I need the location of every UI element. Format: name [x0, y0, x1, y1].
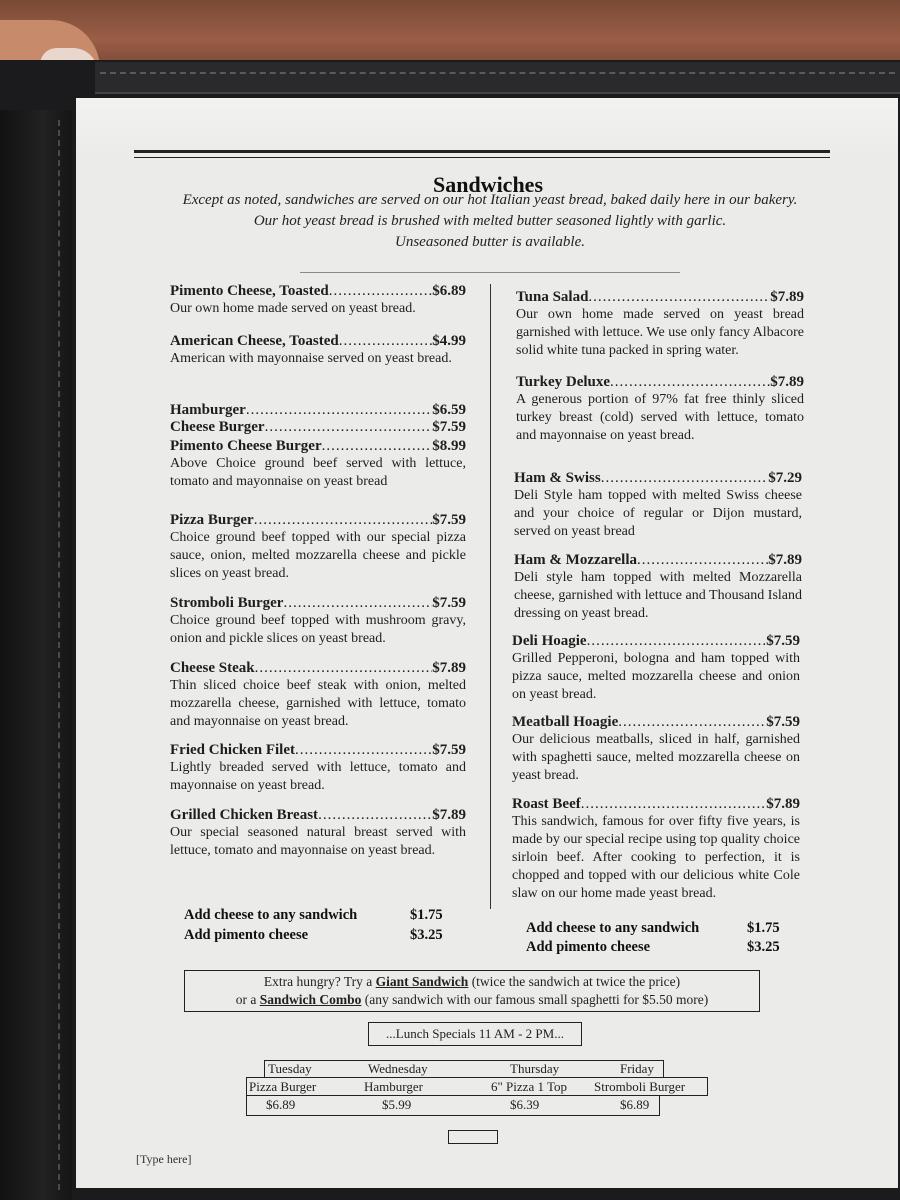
binder-top-edge — [95, 62, 900, 94]
special-price: $6.39 — [510, 1097, 540, 1112]
intro-divider — [300, 272, 680, 273]
addon-label: Add cheese to any sandwich — [526, 920, 700, 936]
item-price: $7.59 — [432, 419, 466, 435]
menu-item — [170, 741, 466, 795]
extra-text: (twice the sandwich at twice the price) — [468, 974, 681, 989]
menu-item — [170, 437, 466, 491]
item-price: $7.89 — [770, 289, 804, 305]
item-description: American with mayonnaise served on yeast bread. — [170, 351, 452, 366]
item-name: Turkey Deluxe — [516, 374, 611, 390]
item-description: Our delicious meatballs, sliced in half, garnished with spaghetti sauce, melted mozzarella cheese on yeast bread. — [512, 732, 800, 783]
item-price: $7.59 — [432, 595, 466, 611]
special-price: $5.99 — [382, 1097, 412, 1112]
item-description: Above Choice ground beef served with lettuce, tomato and mayonnaise on yeast bread — [170, 456, 466, 489]
header-rule-thick — [134, 150, 830, 153]
item-description: Our own home made served on yeast bread garnished with lettuce. We use only fancy Albacore solid white tuna packed in spring water. — [516, 307, 804, 358]
item-name: Pimento Cheese, Toasted — [170, 283, 329, 299]
item-price: $7.59 — [766, 633, 800, 649]
addon-price: $3.25 — [747, 939, 780, 955]
addon-price: $1.75 — [410, 907, 443, 923]
item-description: Our special seasoned natural breast served with lettuce, tomato and mayonnaise on yeast bread. — [170, 825, 466, 858]
item-name: Stromboli Burger — [170, 595, 284, 611]
intro-line-1: Except as noted, sandwiches are served on our hot Italian yeast bread, baked daily here in our bakery. — [182, 192, 798, 208]
item-name: Cheese Burger — [170, 419, 265, 435]
item-name: Ham & Mozzarella — [514, 552, 638, 568]
addon-label: Add pimento cheese — [184, 927, 309, 943]
item-description: This sandwich, famous for over fifty five years, is made by our special recipe using top quality choice sirloin beef. After cooking to perfection, it is chopped and topped with our delicious white Cole slaw on our home made yeast bread. — [512, 814, 800, 901]
special-item: Hamburger — [364, 1079, 423, 1094]
special-item: Pizza Burger — [249, 1079, 317, 1094]
item-description: Grilled Pepperoni, bologna and ham topped with pizza sauce, melted mozzarella cheese and onion on yeast bread. — [512, 651, 800, 702]
menu-item — [170, 418, 466, 436]
lunch-specials-banner: ...Lunch Specials 11 AM - 2 PM... — [368, 1022, 582, 1046]
addon-label: Add pimento cheese — [526, 939, 651, 955]
addon-price: $1.75 — [747, 920, 780, 936]
extra-hungry-box — [184, 970, 760, 1012]
footer-placeholder: [Type here] — [136, 1152, 192, 1166]
binder-left-stitching — [58, 120, 60, 1190]
item-price: $6.89 — [432, 283, 466, 299]
item-description: Choice ground beef topped with mushroom gravy, onion and pickle slices on yeast bread. — [170, 613, 466, 646]
special-price: $6.89 — [266, 1097, 296, 1112]
item-description: Deli style ham topped with melted Mozzarella cheese, garnished with lettuce and Thousand Island dressing on yeast bread. — [514, 570, 802, 621]
item-name: Pizza Burger — [170, 512, 254, 528]
menu-item — [170, 401, 466, 419]
special-price: $6.89 — [620, 1097, 650, 1112]
item-name: Ham & Swiss — [514, 470, 601, 486]
item-price: $6.59 — [432, 402, 466, 418]
menu-item — [512, 713, 800, 785]
menu-item — [512, 795, 800, 903]
binder-stitching — [100, 72, 895, 74]
item-price: $7.89 — [770, 374, 804, 390]
menu-item — [170, 594, 466, 648]
plastic-glare — [76, 98, 898, 158]
special-day: Thursday — [510, 1061, 560, 1076]
menu-item — [516, 373, 804, 445]
empty-box — [448, 1130, 498, 1144]
menu-item — [170, 511, 466, 583]
extra-text: (any sandwich with our famous small spaghetti for $5.50 more) — [361, 992, 709, 1007]
item-price: $7.29 — [768, 470, 802, 486]
page-title: Sandwiches — [432, 172, 544, 197]
extra-text: or a — [235, 992, 260, 1007]
item-description: Deli Style ham topped with melted Swiss cheese and your choice of regular or Dijon mustard, served on yeast bread — [514, 488, 802, 539]
item-description: Our own home made served on yeast bread. — [170, 301, 416, 316]
menu-item — [512, 632, 800, 704]
item-price: $7.59 — [432, 512, 466, 528]
item-price: $8.99 — [432, 438, 466, 454]
header-rule-thin — [134, 157, 830, 158]
specials-prices-row — [246, 1095, 660, 1116]
item-price: $7.89 — [432, 660, 466, 676]
intro-line-3: Unseasoned butter is available. — [395, 234, 585, 250]
menu-item — [170, 282, 466, 318]
item-price: $7.59 — [766, 714, 800, 730]
item-name: Meatball Hoagie — [512, 714, 619, 730]
item-name: Deli Hoagie — [512, 633, 587, 649]
addon-price: $3.25 — [410, 927, 443, 943]
item-name: Roast Beef — [512, 796, 581, 812]
item-price: $7.59 — [432, 742, 466, 758]
item-name: Tuna Salad — [516, 289, 589, 305]
menu-item — [514, 551, 802, 623]
extra-text: Extra hungry? Try a — [263, 974, 376, 989]
item-name: Pimento Cheese Burger — [170, 438, 322, 454]
special-day: Wednesday — [368, 1061, 428, 1076]
item-name: Hamburger — [170, 402, 246, 418]
giant-sandwich-label: Giant Sandwich — [375, 974, 469, 989]
menu-item — [170, 332, 466, 368]
special-day: Tuesday — [268, 1061, 312, 1076]
special-item: Stromboli Burger — [594, 1079, 686, 1094]
special-day: Friday — [620, 1061, 654, 1076]
item-description: Choice ground beef topped with our special pizza sauce, onion, melted mozzarella cheese and pickle slices on yeast bread. — [170, 530, 466, 581]
specials-days-row — [264, 1060, 664, 1078]
intro-line-2: Our hot yeast bread is brushed with melted butter seasoned lightly with garlic. — [253, 213, 727, 229]
menu-item — [516, 288, 804, 360]
item-price: $7.89 — [432, 807, 466, 823]
addon-label: Add cheese to any sandwich — [184, 907, 358, 923]
menu-item — [170, 806, 466, 860]
item-name: American Cheese, Toasted — [170, 333, 339, 349]
item-name: Cheese Steak — [170, 660, 255, 676]
column-divider — [490, 284, 491, 909]
special-item: 6" Pizza 1 Top — [491, 1079, 568, 1094]
item-description: A generous portion of 97% fat free thinly sliced turkey breast (cold) served with lettuce, tomato and mayonnaise on yeast bread. — [516, 392, 804, 443]
item-price: $4.99 — [432, 333, 466, 349]
item-description: Lightly breaded served with lettuce, tomato and mayonnaise on yeast bread. — [170, 760, 466, 793]
menu-item — [514, 469, 802, 541]
item-name: Fried Chicken Filet — [170, 742, 295, 758]
item-price: $7.89 — [768, 552, 802, 568]
item-name: Grilled Chicken Breast — [170, 807, 319, 823]
menu-item — [170, 659, 466, 731]
binder-left-edge — [0, 110, 72, 1200]
sandwich-combo-label: Sandwich Combo — [259, 992, 362, 1007]
item-price: $7.89 — [766, 796, 800, 812]
item-description: Thin sliced choice beef steak with onion, melted mozzarella cheese, garnished with lettuce, tomato and mayonnaise on yeast bread. — [170, 678, 466, 729]
